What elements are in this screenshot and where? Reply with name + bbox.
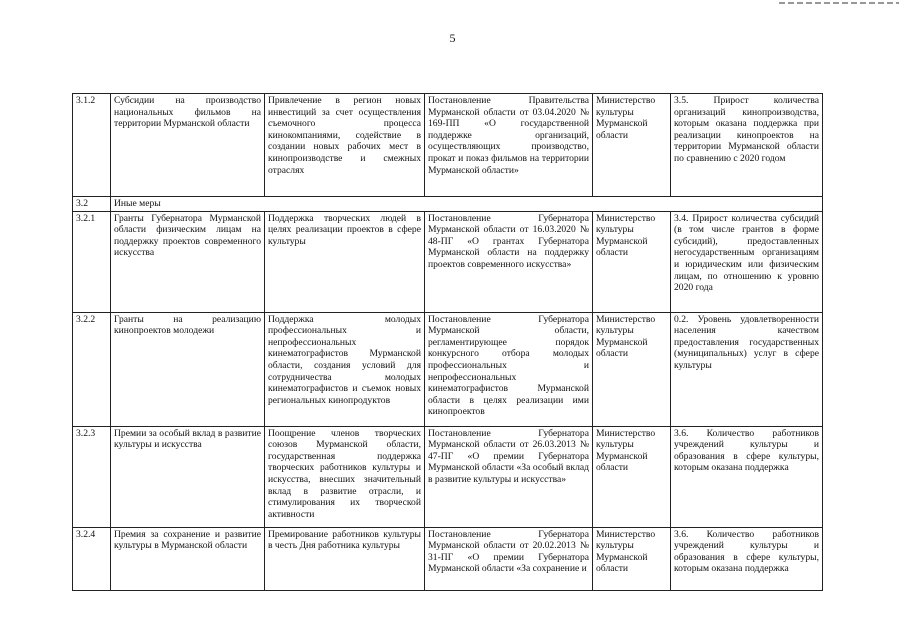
section-number: 3.2 [73,197,111,212]
responsible-ministry: Министерство культуры Мурманской области [593,211,671,312]
measure-goal: Поддержка творческих людей в целях реализации проектов в сфере культуры [265,211,425,312]
table-row [73,211,823,312]
measure-name: Премии за особый вклад в развитие культуры и искусства [111,426,265,527]
measure-goal: Поощрение членов творческих союзов Мурманской области, государственная поддержка творческих работников культуры и искусства, внесших значительный вклад в развитие отрасли, и стимулирования их творческой активности [265,426,425,527]
measure-goal: Поддержка молодых профессиональных и непрофессиональных кинематографистов Мурманской области, создания условий для сотрудничества молодых кинематографистов и съемок новых региональных кинопродуктов [265,312,425,426]
measure-name: Гранты Губернатора Мурманской области физическим лицам на поддержку проектов современного искусства [111,211,265,312]
legal-act: Постановление Губернатора Мурманской области от 16.03.2020 № 48-ПГ «О грантах Губернатора Мурманской области на поддержку проектов современного искусства» [425,211,593,312]
legal-act: Постановление Губернатора Мурманской области от 26.03.2013 № 47-ПГ «О премии Губернатора Мурманской области «За особый вклад в развитие культуры и искусства» [425,426,593,527]
measure-goal: Привлечение в регион новых инвестиций за счет осуществления съемочного процесса кинокомпаниями, содействие в создании новых рабочих мест в кинопроизводстве и смежных отраслях [265,94,425,197]
table-row [73,426,823,527]
measure-name: Гранты на реализацию кинопроектов молодежи [111,312,265,426]
responsible-ministry: Министерство культуры Мурманской области [593,426,671,527]
legal-act: Постановление Губернатора Мурманской области, регламентирующее порядок конкурсного отбора молодых профессиональных и непрофессиональных кинематографистов Мурманской области в целях реализации ими кинопроектов [425,312,593,426]
row-number: 3.1.2 [73,94,111,197]
target-indicator: 3.6. Количество работников учреждений культуры и образования в сфере культуры, которым оказана поддержка [671,426,823,527]
row-number: 3.2.2 [73,312,111,426]
target-indicator: 0.2. Уровень удовлетворенности населения качеством предоставления государственных (муниципальных) услуг в сфере культуры [671,312,823,426]
row-number: 3.2.1 [73,211,111,312]
row-number: 3.2.3 [73,426,111,527]
section-title: Иные меры [111,197,823,212]
table-row [73,527,823,590]
target-indicator: 3.5. Прирост количества организаций кинопроизводства, которым оказана поддержка при реализации кинопроектов на территории Мурманской области по сравнению с 2020 годом [671,94,823,197]
responsible-ministry: Министерство культуры Мурманской области [593,312,671,426]
target-indicator: 3.4. Прирост количества субсидий (в том числе грантов в форме субсидий), предоставленных негосударственным организациям и юридическим или физическим лицам, по отношению к уровню 2020 года [671,211,823,312]
scan-artifact [779,2,899,4]
legal-act: Постановление Правительства Мурманской области от 03.04.2020 № 169-ПП «О государственной поддержке организаций, осуществляющих производство, прокат и показ фильмов на территории Мурманской области» [425,94,593,197]
target-indicator: 3.6. Количество работников учреждений культуры и образования в сфере культуры, которым оказана поддержка [671,527,823,590]
row-number: 3.2.4 [73,527,111,590]
measures-table [72,93,823,591]
table-row [73,312,823,426]
page-number: 5 [449,31,456,45]
table-row [73,94,823,197]
measure-name: Премия за сохранение и развитие культуры в Мурманской области [111,527,265,590]
legal-act: Постановление Губернатора Мурманской области от 20.02.2013 № 31-ПГ «О премии Губернатора Мурманской области «За сохранение и [425,527,593,590]
responsible-ministry: Министерство культуры Мурманской области [593,527,671,590]
responsible-ministry: Министерство культуры Мурманской области [593,94,671,197]
measure-name: Субсидии на производство национальных фильмов на территории Мурманской области [111,94,265,197]
measure-goal: Премирование работников культуры в честь Дня работника культуры [265,527,425,590]
section-row [73,197,823,212]
